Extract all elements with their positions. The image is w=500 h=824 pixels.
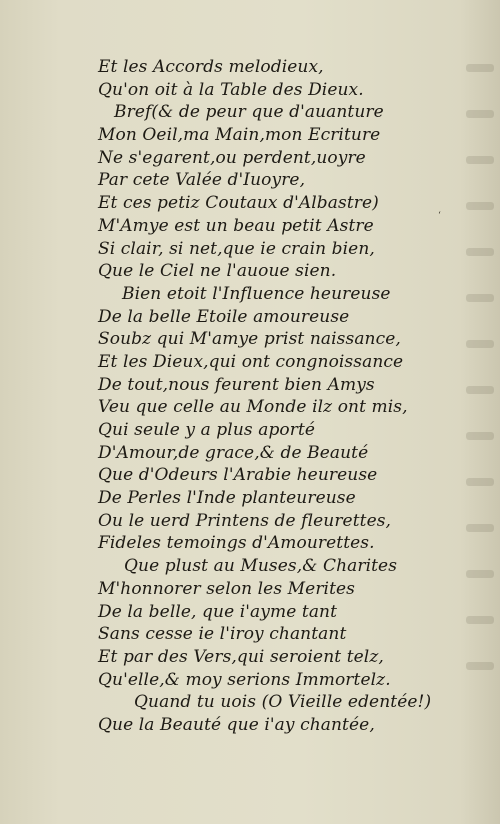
poem-line: De tout,nous feurent bien Amys xyxy=(98,374,375,395)
poem-line: Qui seule y a plus aporté xyxy=(98,420,316,440)
poem-line: Que plust au Muses,& Charites xyxy=(124,556,398,577)
poem-line: De Perles l'Inde planteureuse xyxy=(98,488,356,509)
poem-line: Fideles temoings d'Amourettes. xyxy=(98,533,375,554)
poem-line: Et par des Vers,qui seroient telz, xyxy=(98,646,384,667)
poem-line: Que le Ciel ne l'auoue sien. xyxy=(98,261,337,282)
poem-line: Sans cesse ie l'iroy chantant xyxy=(98,624,347,645)
poem-line: Bref(& de peur que d'auanture xyxy=(114,102,384,123)
poem-line: Si clair, si net,que ie crain bien, xyxy=(98,238,375,259)
poem-line: M'honnorer selon les Merites xyxy=(98,578,355,599)
margin-mark: ‘ xyxy=(438,211,441,221)
poem-line: Que d'Odeurs l'Arabie heureuse xyxy=(98,465,378,486)
poem-line: Qu'elle,& moy serions Immortelz. xyxy=(98,669,391,690)
poem-line: Bien etoit l'Influence heureuse xyxy=(122,283,391,304)
show-through-text xyxy=(464,0,494,824)
poem-line: Et les Dieux,qui ont congnoissance xyxy=(98,351,404,372)
poem-line: Soubz qui M'amye prist naissance, xyxy=(98,329,401,350)
poem-line: Mon Oeil,ma Main,mon Ecriture xyxy=(98,125,381,146)
poem-line: Qu'on oit à la Table des Dieux. xyxy=(98,79,364,100)
poem-line: Veu que celle au Monde ilz ont mis, xyxy=(98,397,408,418)
poem-line: Et les Accords melodieux, xyxy=(98,57,324,77)
poem-line: De la belle, que i'ayme tant xyxy=(98,601,338,622)
poem-line: Ne s'egarent,ou perdent,uoyre xyxy=(98,147,366,168)
poem-line: Que la Beauté que i'ay chantée, xyxy=(98,714,375,735)
poem-line: De la belle Etoile amoureuse xyxy=(98,306,350,327)
poem-line: Et ces petiz Coutaux d'Albastre) xyxy=(98,193,379,214)
poem-line: D'Amour,de grace,& de Beauté xyxy=(98,442,369,463)
poem-text xyxy=(98,56,432,737)
poem-line: Quand tu uois (O Vieille edentée!) xyxy=(134,692,432,713)
poem-line: Ou le uerd Printens de fleurettes, xyxy=(98,510,392,531)
poem-line: M'Amye est un beau petit Astre xyxy=(98,215,374,236)
poem-line: Par cete Valée d'Iuoyre, xyxy=(98,170,306,191)
